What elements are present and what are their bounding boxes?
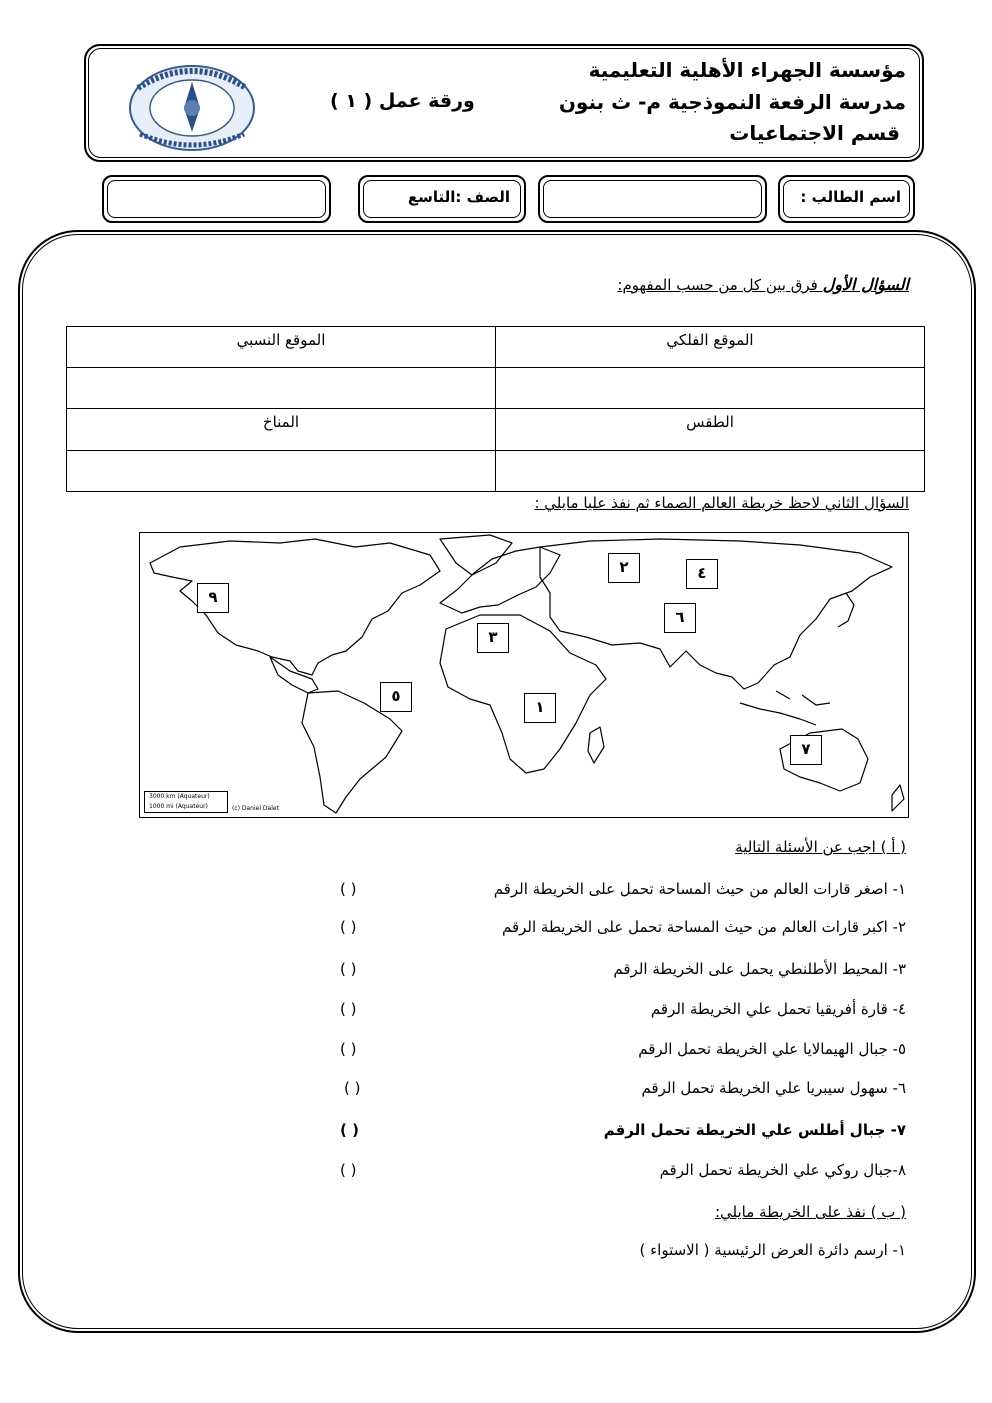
answer-cell[interactable] bbox=[67, 368, 496, 409]
institution-name: مؤسسة الجهراء الأهلية التعليمية bbox=[588, 58, 906, 82]
q2-title: السؤال الثاني لاحظ خريطة العالم الصماء ثم نفذ عليا مايلي : bbox=[534, 494, 909, 512]
school-logo bbox=[108, 58, 276, 154]
answer-blank[interactable]: ( ) bbox=[340, 960, 357, 978]
answer-blank[interactable]: ( ) bbox=[340, 1000, 357, 1018]
answer-blank[interactable]: ( ) bbox=[340, 918, 357, 936]
department-name: قسم الاجتماعيات bbox=[729, 121, 900, 145]
question-item: ٧- جبال أطلس علي الخريطة تحمل الرقم bbox=[603, 1121, 906, 1139]
answer-blank[interactable]: ( ) bbox=[340, 880, 357, 898]
answer-cell[interactable] bbox=[496, 368, 925, 409]
blank-field[interactable] bbox=[102, 175, 331, 223]
answer-blank[interactable]: ( ) bbox=[340, 1040, 357, 1058]
map-number-3: ٣ bbox=[477, 623, 509, 653]
map-credit: (c) Daniel Dalet bbox=[232, 805, 279, 812]
question-item: ٤- قارة أفريقيا تحمل علي الخريطة الرقم bbox=[650, 1000, 906, 1018]
answer-blank[interactable]: ( ) bbox=[344, 1079, 361, 1097]
map-scale-km: 3000 km (Aquateur) bbox=[149, 793, 210, 800]
table-cell: الموقع الفلكي bbox=[496, 327, 925, 368]
part-b-title: ( ب ) نفذ على الخريطة مايلي: bbox=[714, 1203, 906, 1221]
q1-heading bbox=[617, 275, 909, 294]
answer-cell[interactable] bbox=[496, 451, 925, 492]
map-scale-mi: 1000 mi (Aquateur) bbox=[149, 803, 208, 810]
worksheet-number: ورقة عمل ( ١ ) bbox=[330, 90, 475, 112]
answer-cell[interactable] bbox=[67, 451, 496, 492]
world-map bbox=[139, 532, 909, 818]
question-item: ٣- المحيط الأطلنطي يحمل على الخريطة الرقم bbox=[613, 960, 906, 978]
table-cell: الطقس bbox=[496, 409, 925, 451]
map-number-9: ٩ bbox=[197, 583, 229, 613]
question-item: ٨-جبال روكي علي الخريطة تحمل الرقم bbox=[659, 1161, 906, 1179]
table-cell: الموقع النسبي bbox=[67, 327, 496, 368]
school-name: مدرسة الرفعة النموذجية م- ث بنون bbox=[558, 90, 906, 114]
map-outline bbox=[140, 533, 908, 817]
map-number-4: ٤ bbox=[686, 559, 718, 589]
question-item: ١- اصغر قارات العالم من حيث المساحة تحمل على الخريطة الرقم bbox=[493, 880, 906, 898]
map-number-2: ٢ bbox=[608, 553, 640, 583]
map-scale bbox=[144, 791, 228, 813]
student-name-label: اسم الطالب : bbox=[800, 188, 901, 206]
map-number-6: ٦ bbox=[664, 603, 696, 633]
question-item: ٦- سهول سيبريا علي الخريطة تحمل الرقم bbox=[641, 1079, 906, 1097]
grade-box bbox=[358, 175, 526, 223]
q1-prompt: فرق بين كل من حسب المفهوم: bbox=[617, 276, 823, 294]
student-name-field[interactable] bbox=[538, 175, 767, 223]
map-number-5: ٥ bbox=[380, 682, 412, 712]
answer-blank[interactable]: ( ) bbox=[340, 1121, 359, 1139]
grade-label: الصف :التاسع bbox=[407, 188, 510, 206]
map-number-1: ١ bbox=[524, 693, 556, 723]
map-number-7: ٧ bbox=[790, 735, 822, 765]
part-a-title: ( أ ) اجب عن الأسئلة التالية bbox=[735, 838, 906, 856]
student-name-box[interactable] bbox=[778, 175, 915, 223]
q1-title: السؤال الأول bbox=[822, 275, 909, 294]
concept-table bbox=[66, 326, 925, 492]
answer-blank[interactable]: ( ) bbox=[340, 1161, 357, 1179]
table-cell: المناخ bbox=[67, 409, 496, 451]
question-item: ٢- اكبر قارات العالم من حيث المساحة تحمل على الخريطة الرقم bbox=[502, 918, 906, 936]
question-item: ٥- جبال الهيمالايا علي الخريطة تحمل الرقم bbox=[638, 1040, 906, 1058]
task-item: ١- ارسم دائرة العرض الرئيسية ( الاستواء ) bbox=[639, 1241, 906, 1259]
